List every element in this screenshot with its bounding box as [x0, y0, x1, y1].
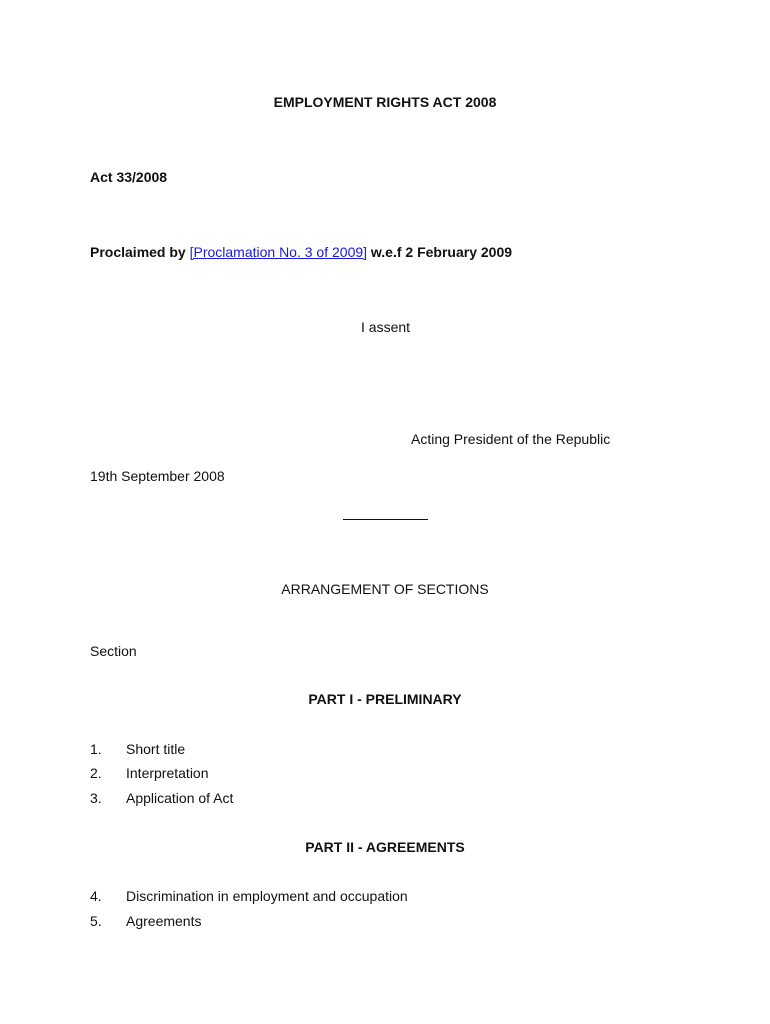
part-heading: PART I - PRELIMINARY — [308, 691, 462, 707]
section-number: 3. — [90, 790, 102, 806]
act-number: Act 33/2008 — [90, 169, 168, 185]
section-title: Short title — [126, 741, 186, 757]
section-number: 4. — [90, 888, 102, 904]
section-label: Section — [90, 643, 137, 659]
signatory-title: Acting President of the Republic — [411, 431, 611, 447]
section-number: 1. — [90, 741, 102, 757]
part-heading: PART II - AGREEMENTS — [305, 839, 465, 855]
assent-text: I assent — [361, 319, 411, 335]
proclamation-prefix: Proclaimed by — [90, 244, 186, 260]
section-title: Agreements — [126, 913, 202, 929]
section-title: Interpretation — [126, 765, 209, 781]
separator-rule — [343, 519, 428, 520]
document-title: EMPLOYMENT RIGHTS ACT 2008 — [273, 94, 497, 110]
section-number: 5. — [90, 913, 102, 929]
proclamation-suffix: w.e.f 2 February 2009 — [370, 244, 513, 260]
section-number: 2. — [90, 765, 102, 781]
section-title: Discrimination in employment and occupation — [126, 888, 408, 904]
assent-date: 19th September 2008 — [90, 468, 225, 484]
proclamation-line — [90, 243, 512, 261]
proclamation-link[interactable]: [Proclamation No. 3 of 2009] — [189, 244, 368, 260]
section-title: Application of Act — [126, 790, 234, 806]
arrangement-heading: ARRANGEMENT OF SECTIONS — [281, 581, 489, 597]
